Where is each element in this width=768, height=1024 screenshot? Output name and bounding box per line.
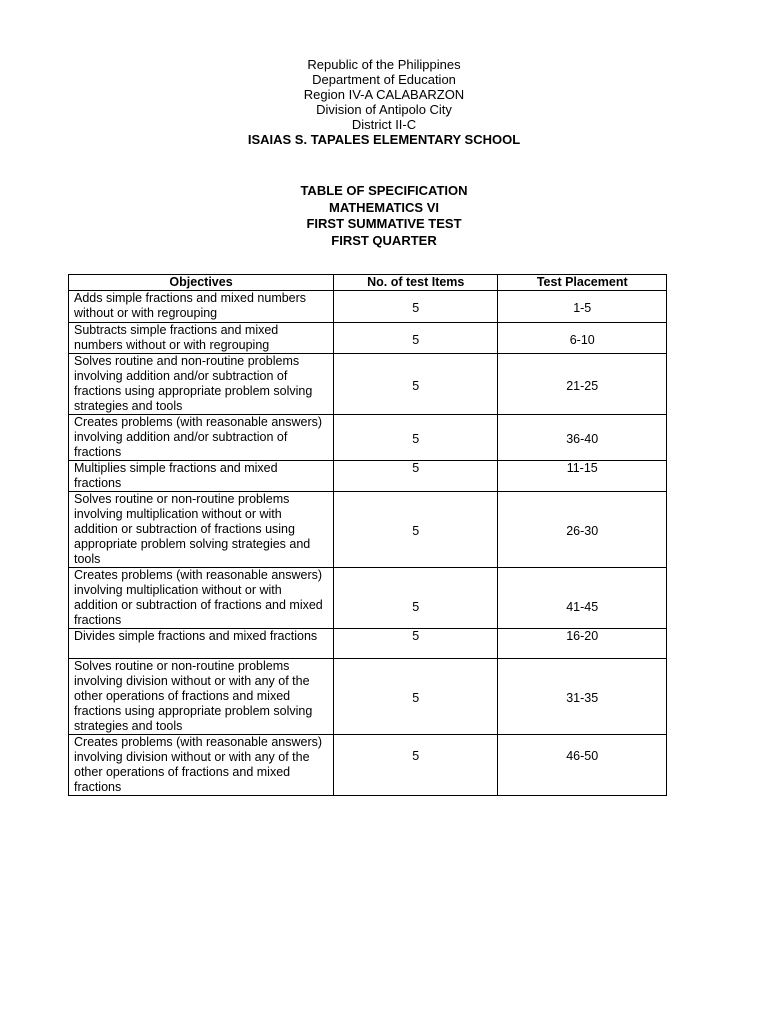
- title-test: FIRST SUMMATIVE TEST: [306, 216, 462, 231]
- table-row: [69, 629, 667, 659]
- column-header-placement: Test Placement: [498, 275, 667, 291]
- placement-cell: 11-15: [498, 461, 667, 492]
- header-line-republic: Republic of the Philippines: [307, 57, 461, 72]
- objective-cell: Creates problems (with reasonable answers) involving multiplication without or with addition or subtraction of fractions and mixed fractions: [69, 568, 334, 629]
- items-cell: 5: [334, 492, 498, 568]
- table-row: [69, 415, 667, 461]
- placement-cell: 36-40: [498, 415, 667, 461]
- objective-cell: Adds simple fractions and mixed numbers without or with regrouping: [69, 291, 334, 323]
- table-header-row: [69, 275, 667, 291]
- table-row: [69, 291, 667, 323]
- objective-cell: Multiplies simple fractions and mixed fractions: [69, 461, 334, 492]
- items-cell: 5: [334, 629, 498, 659]
- placement-cell: 1-5: [498, 291, 667, 323]
- header-line-region: Region IV-A CALABARZON: [303, 87, 465, 102]
- placement-cell: 46-50: [498, 735, 667, 796]
- specification-table: [68, 274, 667, 796]
- table-row: [69, 568, 667, 629]
- title-quarter: FIRST QUARTER: [331, 232, 437, 248]
- header-line-division: Division of Antipolo City: [316, 102, 452, 117]
- table-row: [69, 659, 667, 735]
- objective-cell: Creates problems (with reasonable answers) involving division without or with any of the other operations of fractions and mixed fractions: [69, 735, 334, 796]
- title-subject: MATHEMATICS VI: [328, 199, 439, 215]
- header-line-district: District II-C: [351, 117, 417, 132]
- placement-cell: 6-10: [498, 323, 667, 354]
- items-cell: 5: [334, 461, 498, 492]
- items-cell: 5: [334, 323, 498, 354]
- column-header-objectives: Objectives: [69, 275, 334, 291]
- column-header-items: No. of test Items: [334, 275, 498, 291]
- placement-cell: 16-20: [498, 629, 667, 659]
- objective-cell: Creates problems (with reasonable answers) involving addition and/or subtraction of fractions: [69, 415, 334, 461]
- table-row: [69, 735, 667, 796]
- items-cell: 5: [334, 291, 498, 323]
- title-table-of-specification: TABLE OF SPECIFICATION: [300, 183, 468, 198]
- objective-cell: Solves routine or non-routine problems involving multiplication without or with addition or subtraction of fractions using appropriate problem solving strategies and tools: [69, 492, 334, 568]
- placement-cell: 31-35: [498, 659, 667, 735]
- placement-cell: 21-25: [498, 354, 667, 415]
- items-cell: 5: [334, 735, 498, 796]
- document-titles: [0, 183, 768, 249]
- items-cell: 5: [334, 354, 498, 415]
- objective-cell: Subtracts simple fractions and mixed numbers without or with regrouping: [69, 323, 334, 354]
- table-row: [69, 492, 667, 568]
- placement-cell: 26-30: [498, 492, 667, 568]
- header-line-department: Department of Education: [312, 72, 456, 87]
- table-row: [69, 461, 667, 492]
- objective-cell: Divides simple fractions and mixed fractions: [69, 629, 334, 659]
- objective-cell: Solves routine and non-routine problems involving addition and/or subtraction of fractions using appropriate problem solving strategies and tools: [69, 354, 334, 415]
- items-cell: 5: [334, 568, 498, 629]
- items-cell: 5: [334, 659, 498, 735]
- school-name: ISAIAS S. TAPALES ELEMENTARY SCHOOL: [247, 132, 521, 147]
- table-row: [69, 354, 667, 415]
- objective-cell: Solves routine or non-routine problems involving division without or with any of the other operations of fractions and mixed fractions using appropriate problem solving strategies and tools: [69, 659, 334, 735]
- placement-cell: 41-45: [498, 568, 667, 629]
- table-row: [69, 323, 667, 354]
- document-header: [0, 57, 768, 147]
- items-cell: 5: [334, 415, 498, 461]
